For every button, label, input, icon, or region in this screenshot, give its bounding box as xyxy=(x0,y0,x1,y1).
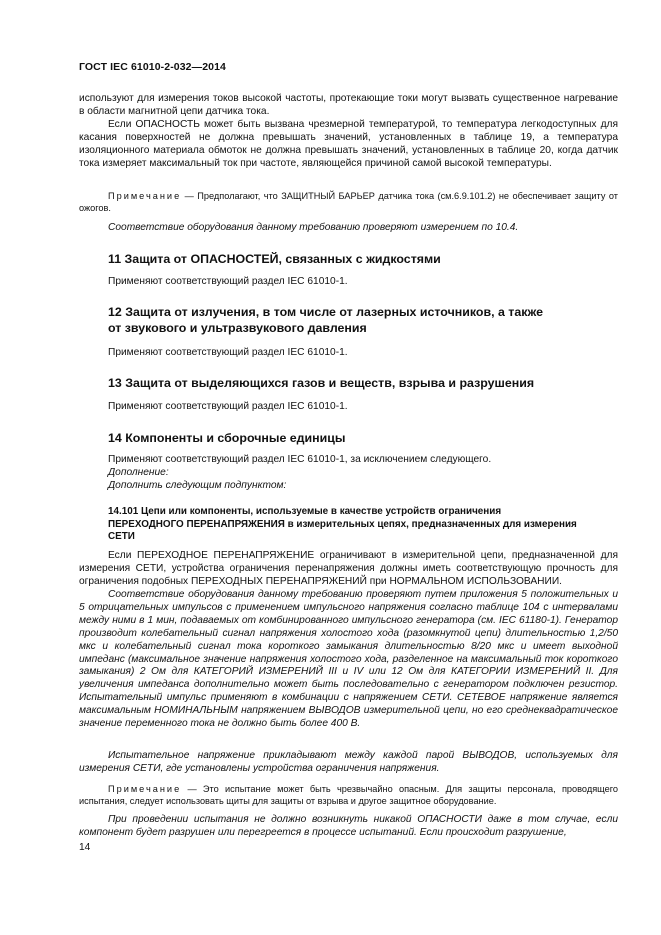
section-heading: 12 Защита от излучения, в том числе от лазерных источников, а также xyxy=(108,305,543,319)
paragraph xyxy=(79,589,618,731)
subsection-14101 xyxy=(79,506,579,544)
section-heading-continued: от звукового и ультразвукового давления xyxy=(108,321,367,335)
paragraph-text: При проведении испытания не должно возникнуть никакой ОПАСНОСТИ даже в том случае, если компонент будет разрушен или перегреется в процессе испытаний. Если происходит разрушение, xyxy=(79,814,618,838)
paragraph-text: Применяют соответствующий раздел IEC 61010-1. xyxy=(108,276,348,287)
section-12 xyxy=(79,304,618,336)
note-label: Примечание xyxy=(108,784,182,794)
section-heading: 11 Защита от ОПАСНОСТЕЙ, связанных с жидкостями xyxy=(108,252,441,266)
note-text xyxy=(79,783,618,807)
note-body: — Это испытание может быть чрезвычайно опасным. Для защиты персонала, проводящего испытания, следует использовать щиты для защиты от взрыва и другое защитное оборудование. xyxy=(79,784,618,807)
section-11 xyxy=(79,251,618,267)
section-11-body xyxy=(79,276,618,289)
paragraph-text: Применяют соответствующий раздел IEC 61010-1. xyxy=(108,347,348,358)
section-12-body xyxy=(79,347,618,360)
paragraph xyxy=(79,550,618,589)
paragraph xyxy=(79,750,618,776)
paragraph-text: Дополнить следующим подпунктом: xyxy=(108,479,287,491)
paragraph-text: Соответствие оборудования данному требованию проверяют путем приложения 5 положительных и 5 отрицательных импульсов с применением импульсного напряжения согласно таблице 104 с интервалами между ними в 1 мин, подаваемых от комбинированного импульсного генератора (см. IEC 61180-1). Генератор производит колебательный сигнал напряжения холостого хода (разомкнутой цепи) длительностью 1,2/50 мкс и колебательный сигнал тока короткого замыкания длительностью 8/20 мкс и имеет выходной импеданс (максимальное значение напряжения холостого хода, разделенное на максимальный ток короткого замыкания) 2 Ом для КАТЕГОРИЙ ИЗМЕРЕНИЙ III и IV или 12 Ом для КАТЕГОРИИ ИЗМЕРЕНИЙ II. Для увеличения импеданса дополнительно может быть последовательно с генератором подключен резистор. Испытательный импульс применяют в комбинации с напряжением СЕТИ. СЕТЕВОЕ напряжение является максимальным НОМИНАЛЬНЫМ напряжением ВЫВОДОВ измерительной цепи, но его среднеквадратическое значение переменного тока не должно быть более 400 В. xyxy=(79,589,618,730)
section-14 xyxy=(79,430,618,446)
paragraph-text: Применяют соответствующий раздел IEC 61010-1. xyxy=(108,401,348,412)
paragraph xyxy=(79,814,618,840)
section-heading: 13 Защита от выделяющихся газов и веществ, взрыва и разрушения xyxy=(108,376,535,390)
document-header: ГОСТ IEC 61010-2-032—2014 xyxy=(79,61,226,73)
note xyxy=(79,190,618,214)
paragraph-text: Применяют соответствующий раздел IEC 61010-1, за исключением следующего. xyxy=(108,454,492,465)
section-13 xyxy=(79,375,618,391)
note-text xyxy=(79,190,618,214)
note-body: — Предполагают, что ЗАЩИТНЫЙ БАРЬЕР датчика тока (см.6.9.101.2) не обеспечивает защиту от ожогов. xyxy=(79,191,618,214)
section-13-body xyxy=(79,401,618,414)
paragraph xyxy=(79,119,618,171)
paragraph-text: Если ПЕРЕХОДНОЕ ПЕРЕНАПРЯЖЕНИЕ ограничивают в измерительной цепи, предназначенной для измерения СЕТИ, устройства ограничения перенапряжения должны иметь соответствующую прочность для ограничения подобных ПЕРЕХОДНЫХ ПЕРЕНАПРЯЖЕНИЙ при НОРМАЛЬНОМ ИСПОЛЬЗОВАНИИ. xyxy=(79,550,618,587)
paragraph-text: Соответствие оборудования данному требованию проверяют измерением по 10.4. xyxy=(108,222,519,233)
note-label: Примечание xyxy=(108,191,182,201)
paragraph xyxy=(79,222,618,235)
note xyxy=(79,783,618,807)
paragraph-text: Дополнение: xyxy=(108,466,169,478)
paragraph-text: используют для измерения токов высокой частоты, протекающие токи могут вызвать существенное нагревание в области магнитной цепи датчика тока. xyxy=(79,93,618,117)
paragraph-text: Если ОПАСНОСТЬ может быть вызвана чрезмерной температурой, то температура легкодоступных для касания поверхностей не должна превышать значений, установленных в таблице 19, а температура изоляционного материала обмоток не должна превышать значений, установленных в таблице 20, когда датчик тока измеряет максимальный ток при частоте, являющейся причиной самой высокой температуры. xyxy=(79,119,618,169)
paragraph-text: Испытательное напряжение прикладывают между каждой парой ВЫВОДОВ, используемых для измерения СЕТИ, где установлены устройства ограничения напряжения. xyxy=(79,750,618,774)
subsection-heading: 14.101 Цепи или компоненты, используемые в качестве устройств ограничения ПЕРЕХОДНОГО ПЕРЕНАПРЯЖЕНИЯ в измерительных цепях, предназначенных для измерения СЕТИ xyxy=(108,506,577,543)
section-14-body xyxy=(79,454,618,493)
page-number: 14 xyxy=(79,842,91,853)
section-heading: 14 Компоненты и сборочные единицы xyxy=(108,431,346,445)
paragraph xyxy=(79,93,618,119)
